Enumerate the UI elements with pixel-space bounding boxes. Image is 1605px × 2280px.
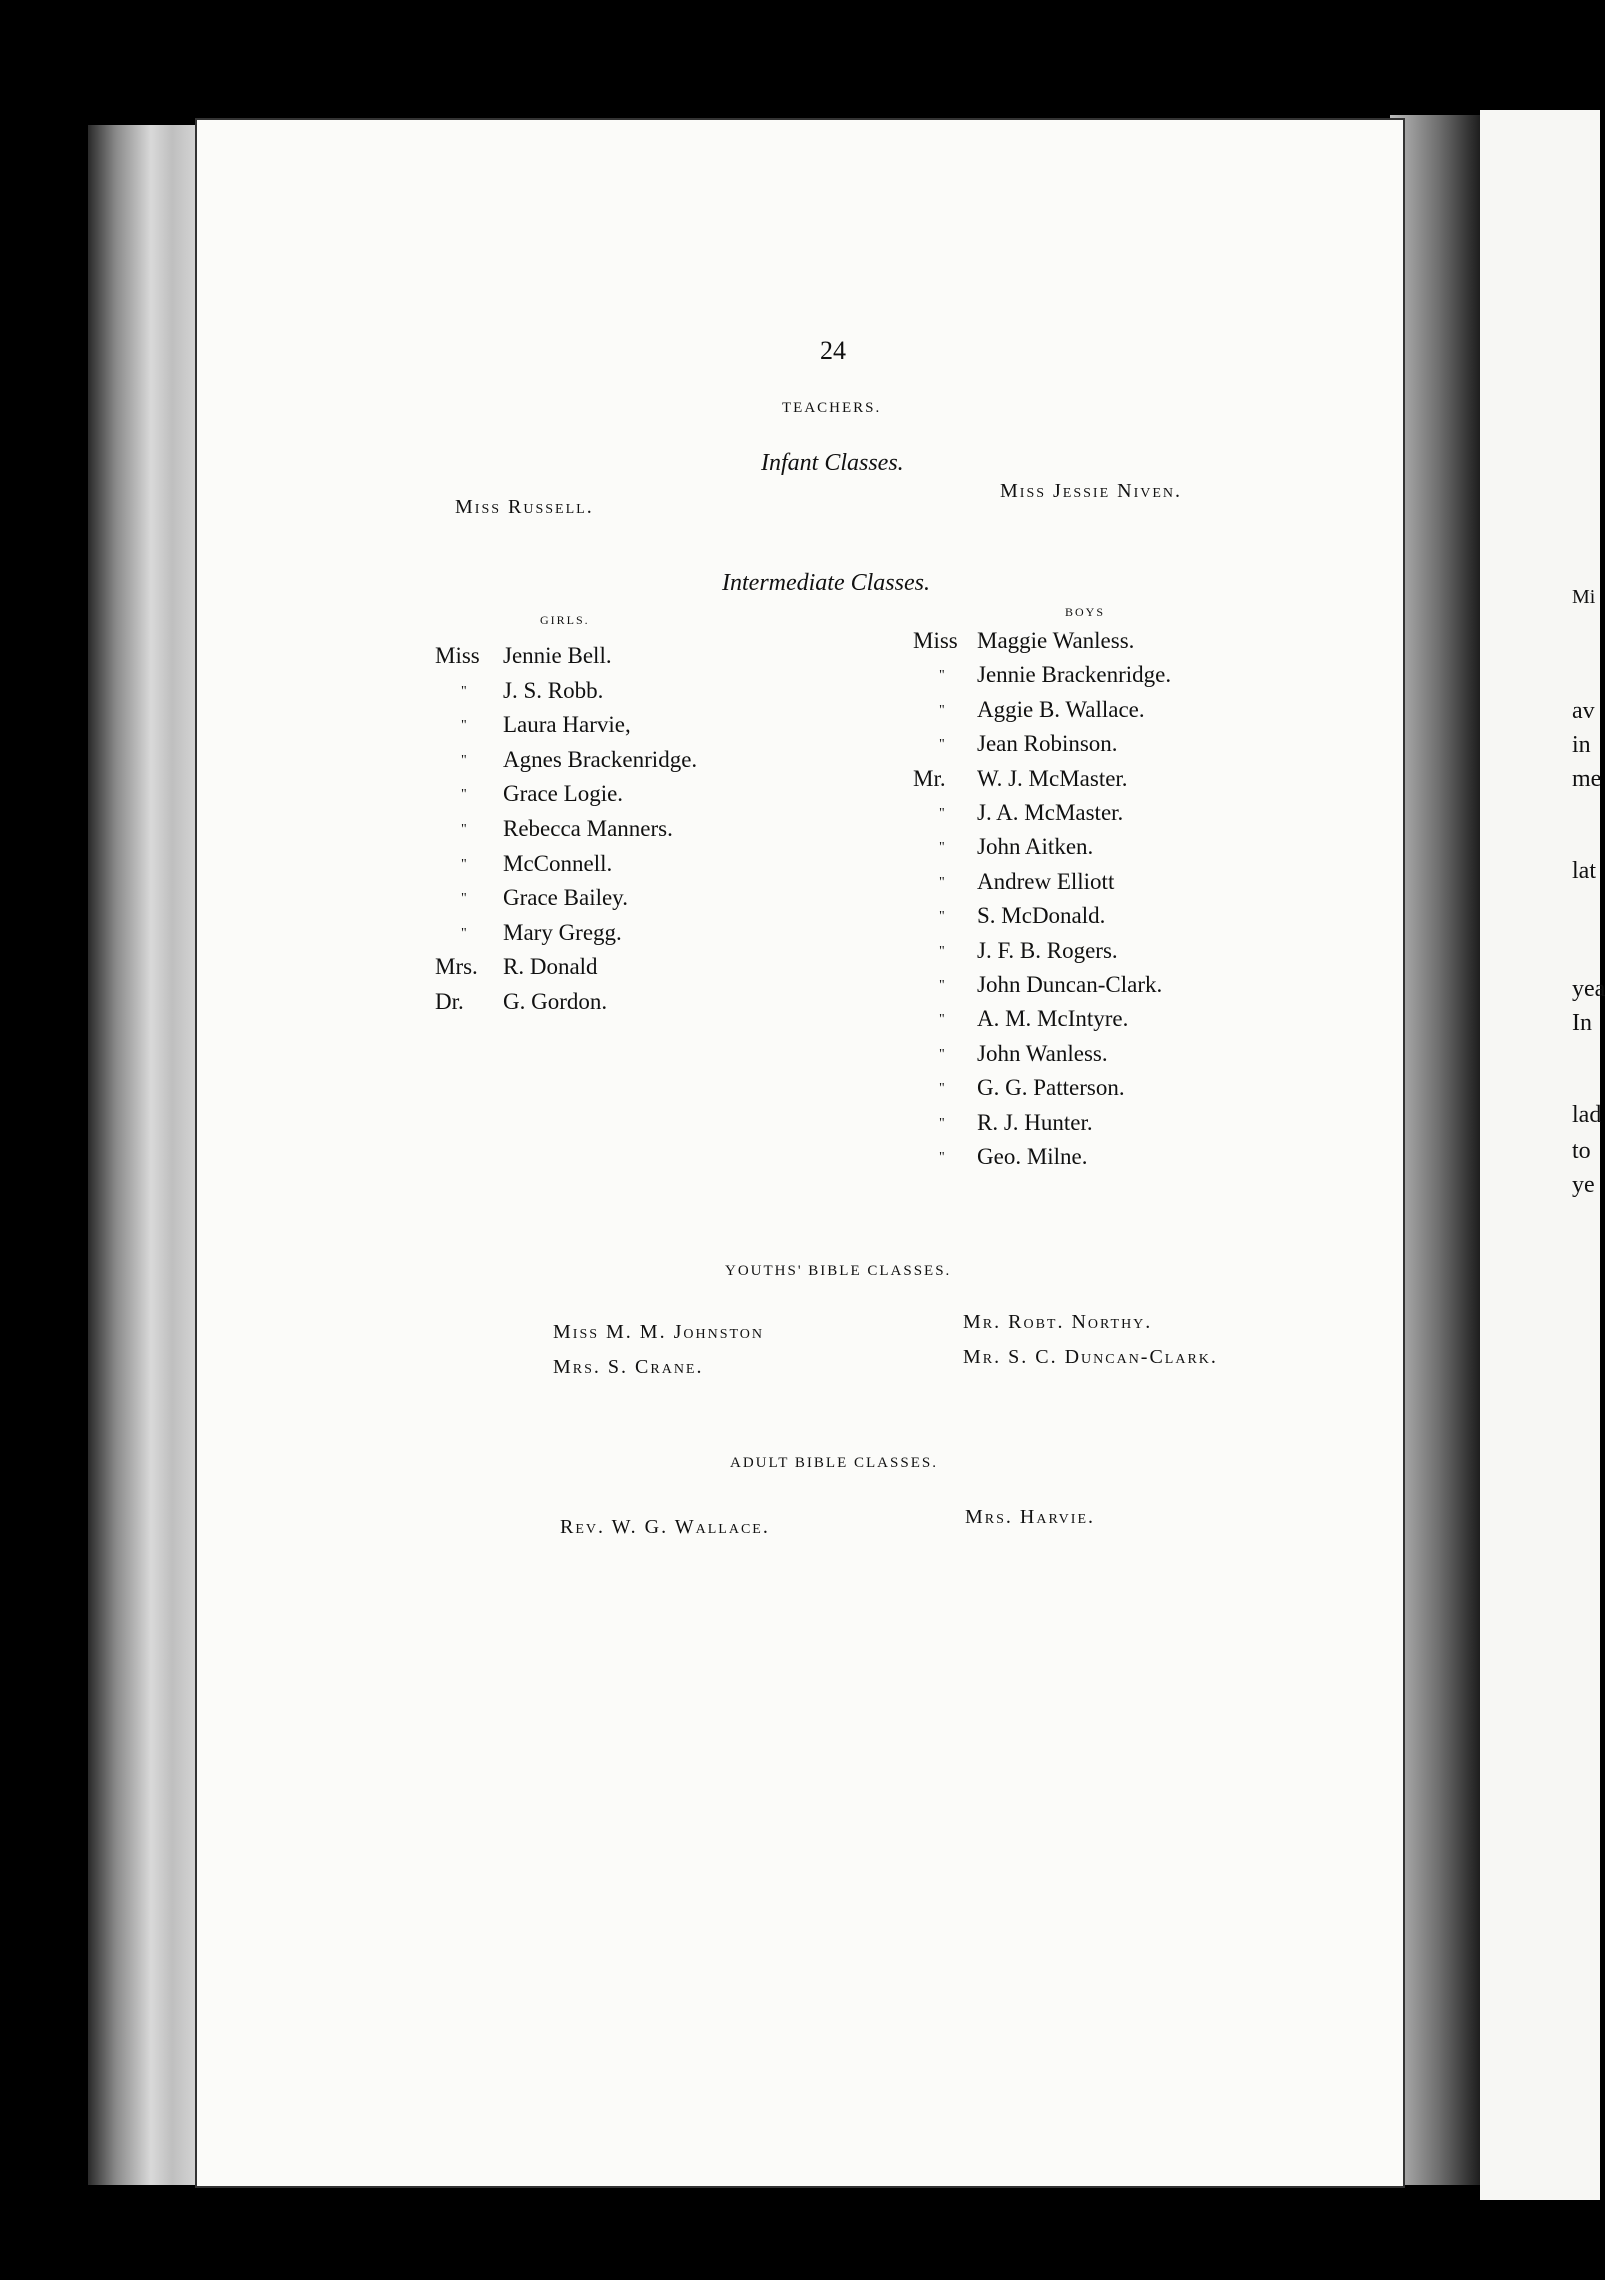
youths-teacher: Miss M. M. Johnston <box>553 1321 765 1343</box>
teacher-prefix: Dr. <box>435 989 464 1014</box>
teacher-name: J. F. B. Rogers. <box>977 937 1118 963</box>
book-page <box>195 118 1405 2188</box>
teacher-prefix: " <box>461 925 467 941</box>
teacher-prefix: " <box>939 1012 945 1028</box>
teacher-name: McConnell. <box>503 850 613 876</box>
teacher-name: Rebecca Manners. <box>503 816 673 841</box>
teacher-prefix: " <box>461 752 467 768</box>
teacher-name: Grace Logie. <box>503 781 624 807</box>
facing-text: lat <box>1572 858 1596 884</box>
teacher-name: R. J. Hunter. <box>977 1109 1093 1135</box>
teacher-prefix: " <box>461 891 467 907</box>
adult-teacher: Rev. W. G. Wallace. <box>560 1516 770 1538</box>
boys-label: BOYS <box>1065 605 1106 619</box>
teacher-prefix: Mr. <box>913 765 946 791</box>
teacher-prefix: " <box>461 787 467 803</box>
facing-text: to <box>1572 1138 1591 1164</box>
teacher-name: Maggie Wanless. <box>977 628 1135 653</box>
facing-text: in <box>1572 732 1591 758</box>
infant-classes-title: Infant Classes. <box>761 450 904 476</box>
teacher-name: G. G. Patterson. <box>977 1075 1125 1101</box>
youths-bible-classes-title: YOUTHS' BIBLE CLASSES. <box>725 1263 952 1279</box>
adult-bible-classes-title: ADULT BIBLE CLASSES. <box>730 1455 938 1471</box>
teacher-name: Jennie Brackenridge. <box>977 662 1172 688</box>
teacher-prefix: " <box>461 822 467 837</box>
teacher-prefix: " <box>939 943 945 959</box>
teacher-name: Jennie Bell. <box>503 643 612 668</box>
facing-text: In <box>1572 1010 1592 1036</box>
teacher-name: John Duncan-Clark. <box>977 972 1163 997</box>
teacher-name: Grace Bailey. <box>503 885 628 911</box>
teacher-prefix: " <box>939 1046 945 1062</box>
teacher-prefix: Mrs. <box>435 954 478 980</box>
teacher-prefix: " <box>939 1081 945 1097</box>
girls-label: GIRLS. <box>540 613 590 627</box>
section-heading: TEACHERS. <box>782 400 882 416</box>
teacher-prefix: " <box>939 806 945 821</box>
teacher-name: John Aitken. <box>977 834 1094 860</box>
youths-teacher: Mr. Robt. Northy. <box>963 1311 1153 1333</box>
teacher-prefix: Miss <box>913 628 958 653</box>
facing-text: me <box>1572 766 1602 792</box>
teacher-prefix: " <box>461 856 467 872</box>
teacher-name: J. S. Robb. <box>503 677 604 703</box>
teacher-name: Geo. Milne. <box>977 1144 1088 1169</box>
teacher-name: Jean Robinson. <box>977 731 1118 757</box>
infant-teacher-right: Miss Jessie Niven. <box>1000 480 1183 502</box>
page-number: 24 <box>820 336 846 365</box>
teacher-name: Andrew Elliott <box>977 868 1115 894</box>
adult-teacher: Mrs. Harvie. <box>965 1506 1096 1528</box>
teacher-prefix: " <box>939 702 945 718</box>
youths-teacher: Mrs. S. Crane. <box>553 1356 704 1378</box>
facing-text: av <box>1572 698 1595 724</box>
teacher-name: Agnes Brackenridge. <box>503 746 698 772</box>
teacher-name: Laura Harvie, <box>503 712 631 738</box>
facing-text: yea <box>1572 976 1605 1002</box>
facing-page <box>1480 110 1605 2200</box>
teacher-prefix: " <box>461 683 467 699</box>
facing-text: Mi <box>1572 586 1596 608</box>
teacher-prefix: " <box>939 1150 945 1165</box>
teacher-name: W. J. McMaster. <box>977 765 1128 791</box>
teacher-name: R. Donald <box>503 954 598 980</box>
teacher-prefix: Miss <box>435 643 480 668</box>
teacher-prefix: " <box>939 737 945 753</box>
infant-teacher-left: Miss Russell. <box>455 496 594 518</box>
facing-text: ye <box>1572 1172 1595 1198</box>
teacher-prefix: " <box>939 978 945 993</box>
teacher-prefix: " <box>461 718 467 734</box>
teacher-prefix: " <box>939 1115 945 1131</box>
teacher-prefix: " <box>939 909 945 925</box>
teacher-name: Mary Gregg. <box>503 919 622 945</box>
teacher-prefix: " <box>939 874 945 890</box>
facing-text: lad <box>1572 1102 1602 1128</box>
teacher-name: John Wanless. <box>977 1040 1108 1066</box>
teacher-name: J. A. McMaster. <box>977 800 1124 825</box>
teacher-name: S. McDonald. <box>977 903 1106 929</box>
teacher-name: Aggie B. Wallace. <box>977 696 1145 722</box>
teacher-name: G. Gordon. <box>503 989 608 1014</box>
intermediate-classes-title: Intermediate Classes. <box>722 570 930 596</box>
teacher-name: A. M. McIntyre. <box>977 1006 1129 1032</box>
teacher-prefix: " <box>939 840 945 856</box>
teacher-prefix: " <box>939 668 945 684</box>
youths-teacher: Mr. S. C. Duncan-Clark. <box>963 1346 1218 1368</box>
